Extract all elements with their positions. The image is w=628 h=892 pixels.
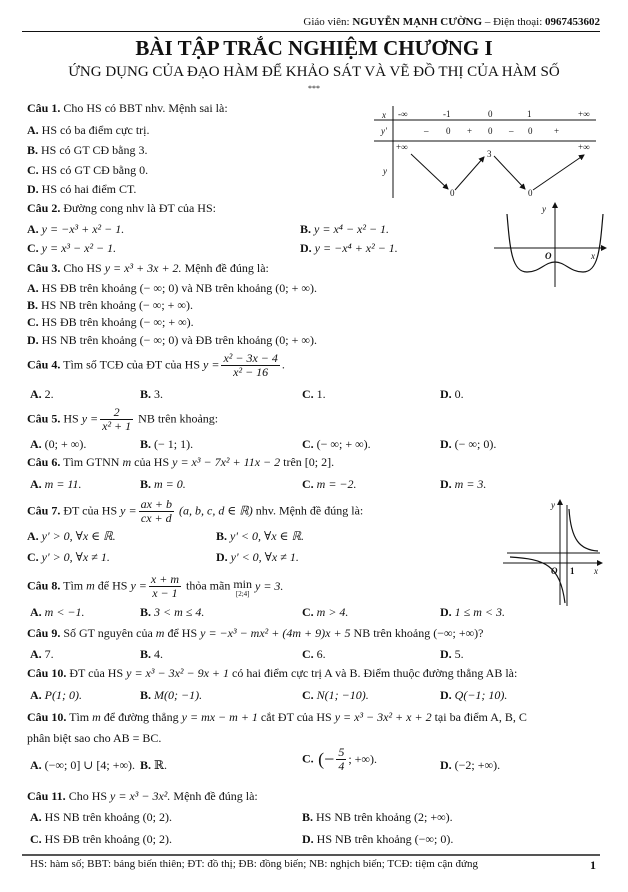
answer-text: (−∞; 0] ∪ [4; +∞). — [41, 758, 136, 772]
answer-key: D. — [440, 387, 452, 401]
answer-text: y = x³ − x² − 1. — [38, 241, 117, 255]
bbt-sign: + — [467, 126, 473, 136]
axis-y-label: y — [551, 500, 555, 510]
question-text: tại ba điểm A, B, C — [431, 710, 527, 724]
teacher-info — [303, 16, 600, 28]
answer-key: B. — [140, 605, 152, 619]
answer-c[interactable] — [302, 477, 357, 492]
answer-key: C. — [30, 832, 42, 846]
answer-c[interactable] — [302, 647, 326, 662]
answer-a[interactable] — [30, 688, 82, 703]
numerator: ax + b — [140, 497, 172, 511]
fraction — [139, 498, 174, 525]
bbt-sign: – — [509, 126, 514, 136]
answer-key: A. — [30, 477, 42, 491]
question-label: Câu 7. — [27, 503, 61, 518]
answer-key: A. — [27, 222, 39, 236]
min-operator: min — [233, 577, 252, 591]
question-label: Câu 1. — [27, 101, 61, 115]
answer-key: A. — [30, 647, 42, 661]
interval: [0; 2]. — [304, 455, 335, 469]
answer-key: D. — [27, 333, 39, 347]
answer-text: m = −2. — [313, 477, 357, 491]
formula: y = x³ + 3x + 2. — [104, 261, 182, 275]
answer-b[interactable] — [216, 529, 304, 544]
question-text: NB trên khoảng: — [135, 411, 219, 426]
axis-x-label: x — [591, 251, 595, 261]
bbt-x-label: x — [382, 110, 386, 120]
formula: y = x³ − 7x² + 11x − 2 — [172, 455, 281, 469]
answer-text: HS có GT CĐ bằng 0. — [38, 163, 149, 177]
answer-text: 0. — [451, 387, 464, 401]
answer-key: C. — [27, 550, 39, 564]
answer-text: HS ĐB trên khoảng (− ∞; 0) và NB trên khoảng (0; + ∞). — [38, 281, 317, 295]
question-text: Đường cong nhv là ĐT của HS: — [60, 201, 216, 215]
axis-y-label: y — [542, 204, 546, 214]
question-label: Câu 10. — [27, 710, 67, 724]
question-label: Câu 11. — [27, 789, 66, 803]
answer-a[interactable] — [30, 477, 82, 492]
formula-lhs: y = — [130, 578, 147, 593]
question-10b-line2: phân biệt sao cho AB = BC. — [27, 731, 162, 745]
bbt-y-value: +∞ — [578, 142, 590, 152]
formula: y = x³ − 3x² − 9x + 1 — [126, 666, 230, 680]
bbt-y-value: 0 — [528, 188, 533, 198]
bbt-y-value: +∞ — [396, 142, 408, 152]
answer-d[interactable] — [27, 182, 136, 197]
answer-a[interactable] — [30, 437, 86, 452]
answer-d[interactable] — [440, 605, 505, 620]
answer-text: (− — [313, 749, 335, 769]
answer-text: y' < 0, ∀x ∈ ℝ. — [227, 529, 304, 543]
answer-key: D. — [440, 758, 452, 772]
answer-key: A. — [27, 529, 39, 543]
question-text: Tìm — [60, 578, 87, 593]
phone-label: – Điện thoại: — [482, 16, 545, 28]
bbt-y-value: 3 — [487, 149, 492, 159]
answer-text: M(0; −1). — [151, 688, 203, 702]
min-subscript: [2;4] — [235, 590, 250, 598]
denominator: x² − 16 — [233, 365, 269, 379]
answer-key: C. — [302, 605, 314, 619]
page-subtitle: ỨNG DỤNG CỦA ĐẠO HÀM ĐỂ KHẢO SÁT VÀ VẼ ĐỒ THỊ CỦA HÀM SỐ — [68, 64, 560, 80]
answer-c[interactable] — [27, 241, 116, 256]
question-3 — [27, 261, 269, 276]
question-text: cắt ĐT của HS — [257, 710, 335, 724]
answer-text: HS NB trên khoảng (− ∞; + ∞). — [38, 298, 193, 312]
question-text: Tìm GTNN — [60, 455, 123, 469]
answer-key: C. — [302, 688, 314, 702]
asymptote-label: 1 — [570, 566, 575, 576]
question-text: HS — [60, 411, 82, 426]
answer-d[interactable] — [440, 688, 507, 703]
answer-text: y' < 0, ∀x ≠ 1. — [227, 550, 299, 564]
answer-a[interactable] — [30, 387, 54, 402]
answer-text: (0; + ∞). — [41, 437, 87, 451]
answer-d[interactable] — [440, 477, 486, 492]
answer-key: A. — [30, 437, 42, 451]
answer-c[interactable] — [27, 163, 148, 178]
answer-a[interactable] — [30, 647, 54, 662]
answer-key: B. — [300, 222, 312, 236]
answer-key: A. — [30, 605, 42, 619]
question-8 — [27, 573, 283, 600]
answer-text: ; +∞). — [348, 752, 377, 766]
answer-b[interactable] — [140, 437, 193, 452]
punctuation: . — [281, 357, 285, 372]
answer-text: y' > 0, ∀x ≠ 1. — [38, 550, 110, 564]
question-text: Mệnh đề đúng là: — [170, 789, 258, 803]
question-text: nhv. Mệnh đề đúng là: — [252, 503, 364, 518]
answer-key: A. — [27, 123, 39, 137]
teacher-label: Giáo viên: — [303, 16, 353, 28]
page-number: 1 — [590, 858, 596, 872]
fraction — [221, 352, 279, 379]
answer-a[interactable] — [30, 605, 85, 620]
question-11 — [27, 789, 258, 804]
answer-text: 3 < m ≤ 4. — [151, 605, 205, 619]
answer-text: P(1; 0). — [41, 688, 82, 702]
answer-text: HS có hai điểm CT. — [38, 182, 137, 196]
question-text: có hai điểm cực trị A và B. Điểm thuộc đường thẳng AB là: — [229, 666, 518, 680]
answer-key: B. — [140, 387, 152, 401]
question-text: để HS — [164, 626, 201, 640]
answer-text: m = 11. — [41, 477, 82, 491]
formula-lhs: y = — [203, 357, 220, 372]
numerator: 5 — [338, 745, 345, 759]
numerator: x² − 3x − 4 — [223, 351, 278, 365]
bbt-sign: + — [554, 126, 560, 136]
answer-text: m < −1. — [41, 605, 85, 619]
fraction — [100, 406, 133, 433]
answer-key: C. — [302, 477, 314, 491]
answer-key: B. — [27, 143, 39, 157]
answer-text: y' > 0, ∀x ∈ ℝ. — [38, 529, 116, 543]
origin-label: O — [545, 251, 552, 261]
numerator: x + m — [150, 572, 179, 586]
answer-text: ℝ. — [151, 758, 167, 772]
formula-lhs: y = — [81, 411, 99, 426]
denominator: x − 1 — [152, 586, 178, 600]
bbt-sign: – — [424, 126, 429, 136]
question-9 — [27, 626, 484, 641]
question-text: NB trên khoảng — [350, 626, 434, 640]
answer-d[interactable] — [440, 758, 500, 773]
answer-b[interactable] — [27, 143, 147, 158]
denominator: x² + 1 — [102, 419, 132, 433]
answer-text: y = x⁴ − x² − 1. — [311, 222, 390, 236]
answer-b[interactable] — [140, 758, 167, 773]
answer-text: y = −x⁴ + x² − 1. — [311, 241, 398, 255]
question-label: Câu 4. — [27, 357, 61, 372]
answer-text: (− ∞; 0). — [451, 437, 497, 451]
answer-text: HS NB trên khoảng (0; 2). — [41, 810, 172, 824]
formula: y = x³ − 3x². — [110, 789, 171, 803]
bbt-y-label: y — [383, 166, 387, 176]
answer-c[interactable] — [27, 315, 194, 330]
question-text: Mệnh đề đúng là: — [181, 261, 269, 275]
answer-text: HS có ba điểm cực trị. — [38, 123, 150, 137]
denominator: cx + d — [140, 511, 172, 525]
formula: y = x³ − 3x² + x + 2 — [334, 710, 432, 724]
question-text: để đường thẳng — [100, 710, 182, 724]
answer-key: D. — [302, 832, 314, 846]
question-text: trên — [280, 455, 305, 469]
question-1 — [27, 101, 228, 116]
answer-a[interactable] — [27, 222, 124, 237]
answer-c[interactable] — [302, 688, 369, 703]
question-label: Câu 9. — [27, 626, 61, 640]
answer-text: 5. — [451, 647, 464, 661]
condition: (a, b, c, d ∈ ℝ) — [179, 503, 253, 518]
variable: m — [92, 710, 101, 724]
bbt-x-value: 1 — [527, 109, 532, 119]
answer-key: C. — [302, 437, 314, 451]
question-text: Cho HS có BBT nhv. Mệnh sai là: — [60, 101, 228, 115]
question-text: Cho HS — [65, 789, 111, 803]
question-label: Câu 6. — [27, 455, 61, 469]
variable: m — [122, 455, 132, 469]
bbt-x-value: -1 — [443, 109, 451, 119]
answer-text: 7. — [41, 647, 54, 661]
bbt-yp-label: y' — [381, 126, 387, 136]
denominator: 4 — [338, 759, 345, 773]
answer-text: (−2; +∞). — [451, 758, 501, 772]
answer-b[interactable] — [140, 688, 202, 703]
answer-key: B. — [140, 647, 152, 661]
answer-c[interactable] — [302, 746, 377, 773]
question-label: Câu 5. — [27, 411, 61, 426]
question-text: Số GT nguyên của — [60, 626, 156, 640]
answer-a[interactable] — [27, 123, 149, 138]
fraction — [336, 746, 346, 773]
answer-text: HS ĐB trên khoảng (0; 2). — [41, 832, 172, 846]
answer-key: B. — [140, 437, 152, 451]
question-text: để HS — [94, 578, 131, 593]
answer-c[interactable] — [302, 605, 348, 620]
question-text: ĐT của HS — [60, 503, 121, 518]
question-10 — [27, 666, 517, 681]
phone-number: 0967453602 — [545, 16, 600, 28]
origin-label: O — [551, 566, 558, 576]
answer-b[interactable] — [140, 647, 163, 662]
answer-key: D. — [216, 550, 228, 564]
answer-b[interactable] — [140, 605, 204, 620]
question-2 — [27, 201, 216, 216]
question-label: Câu 8. — [27, 578, 61, 593]
answer-b[interactable] — [300, 222, 389, 237]
answer-text: HS NB trên khoảng (−∞; 0). — [313, 832, 454, 846]
bbt-y-value: 0 — [450, 188, 455, 198]
answer-key: D. — [440, 647, 452, 661]
answer-a[interactable] — [27, 281, 317, 296]
header-divider — [22, 31, 600, 32]
answer-key: C. — [27, 163, 39, 177]
separator-stars: *** — [308, 84, 320, 93]
answer-b[interactable] — [27, 298, 193, 313]
answer-text: 1. — [313, 387, 326, 401]
answer-text: y = −x³ + x² − 1. — [38, 222, 125, 236]
answer-text: Q(−1; 10). — [451, 688, 508, 702]
answer-text: HS có GT CĐ bằng 3. — [38, 143, 148, 157]
answer-text: 4. — [151, 647, 164, 661]
answer-b[interactable] — [302, 810, 453, 825]
bbt-x-value: -∞ — [398, 109, 408, 119]
answer-a[interactable] — [27, 529, 116, 544]
question-text: Tìm — [66, 710, 93, 724]
fraction — [149, 573, 181, 600]
answer-text: HS ĐB trên khoảng (− ∞; + ∞). — [38, 315, 194, 329]
answer-text: N(1; −10). — [313, 688, 369, 702]
answer-key: C. — [302, 751, 314, 766]
question-5 — [27, 406, 218, 433]
answer-text: HS NB trên khoảng (2; +∞). — [313, 810, 453, 824]
answer-d[interactable] — [302, 832, 453, 847]
answer-key: B. — [140, 688, 152, 702]
question-text: Cho HS — [60, 261, 105, 275]
answer-key: D. — [300, 241, 312, 255]
answer-key: D. — [440, 605, 452, 619]
answer-d[interactable] — [216, 550, 299, 565]
question-text: thỏa mãn — [183, 578, 234, 593]
answer-key: C. — [27, 315, 39, 329]
question-label: Câu 10. — [27, 666, 67, 680]
answer-key: A. — [30, 810, 42, 824]
answer-text: m = 0. — [151, 477, 186, 491]
bbt-sign: 0 — [528, 126, 533, 136]
answer-c[interactable] — [302, 387, 326, 402]
question-text: của HS — [131, 455, 173, 469]
answer-b[interactable] — [140, 387, 163, 402]
formula: y = 3. — [252, 579, 284, 593]
question-text: Tìm số TCĐ của ĐT của HS — [60, 357, 204, 372]
answer-text: m > 4. — [313, 605, 349, 619]
interval: (−∞; +∞)? — [433, 626, 484, 640]
bbt-x-value: 0 — [488, 109, 493, 119]
bbt-x-value: +∞ — [578, 109, 590, 119]
formula-lhs: y = — [120, 503, 137, 518]
answer-key: B. — [140, 477, 152, 491]
bbt-sign: 0 — [488, 126, 493, 136]
answer-d[interactable] — [440, 647, 464, 662]
answer-key: A. — [30, 688, 42, 702]
answer-key: C. — [27, 241, 39, 255]
answer-d[interactable] — [440, 387, 464, 402]
answer-text: m = 3. — [451, 477, 487, 491]
question-label: Câu 2. — [27, 201, 61, 215]
question-10b — [27, 710, 527, 725]
axis-x-label: x — [594, 566, 598, 576]
answer-text: (− ∞; + ∞). — [313, 437, 371, 451]
answer-key: D. — [27, 182, 39, 196]
answer-a[interactable] — [30, 758, 135, 773]
answer-text: HS NB trên khoảng (− ∞; 0) và ĐB trên khoảng (0; + ∞). — [38, 333, 317, 347]
answer-key: D. — [440, 437, 452, 451]
formula: y = mx − m + 1 — [181, 710, 258, 724]
variable: m — [155, 626, 165, 640]
question-7 — [27, 498, 363, 525]
numerator: 2 — [100, 406, 133, 420]
question-6 — [27, 455, 334, 470]
answer-key: A. — [30, 758, 42, 772]
answer-key: C. — [302, 647, 314, 661]
answer-text: 6. — [313, 647, 326, 661]
answer-text: 1 ≤ m < 3. — [451, 605, 506, 619]
answer-a[interactable] — [30, 810, 172, 825]
footer-glossary: HS: hàm số; BBT: bảng biến thiên; ĐT: đồ thị; ĐB: đồng biến; NB: nghịch biến; TCĐ: tiệm cận đứng — [30, 858, 478, 870]
answer-key: A. — [27, 281, 39, 295]
answer-key: A. — [30, 387, 42, 401]
page-title: BÀI TẬP TRẮC NGHIỆM CHƯƠNG I — [135, 36, 493, 60]
answer-text: 2. — [41, 387, 54, 401]
answer-key: B. — [302, 810, 314, 824]
answer-d[interactable] — [440, 437, 496, 452]
answer-c[interactable] — [30, 832, 172, 847]
answer-key: B. — [27, 298, 39, 312]
answer-d[interactable] — [300, 241, 398, 256]
formula: y = −x³ − mx² + (4m + 9)x + 5 — [200, 626, 351, 640]
answer-c[interactable] — [302, 437, 371, 452]
answer-key: B. — [216, 529, 228, 543]
teacher-name: NGUYỄN MẠNH CƯỜNG — [352, 16, 483, 28]
answer-key: D. — [440, 477, 452, 491]
bbt-sign: 0 — [446, 126, 451, 136]
footer-divider — [22, 854, 600, 856]
answer-key: D. — [440, 688, 452, 702]
answer-b[interactable] — [140, 477, 186, 492]
question-4 — [27, 352, 285, 379]
answer-key: B. — [140, 758, 152, 772]
answer-text: (− 1; 1). — [151, 437, 194, 451]
answer-c[interactable] — [27, 550, 110, 565]
answer-text: 3. — [151, 387, 164, 401]
answer-d[interactable] — [27, 333, 317, 348]
question-label: Câu 3. — [27, 261, 61, 275]
question-text: ĐT của HS — [66, 666, 127, 680]
answer-key: C. — [302, 387, 314, 401]
variable: m — [86, 578, 95, 593]
